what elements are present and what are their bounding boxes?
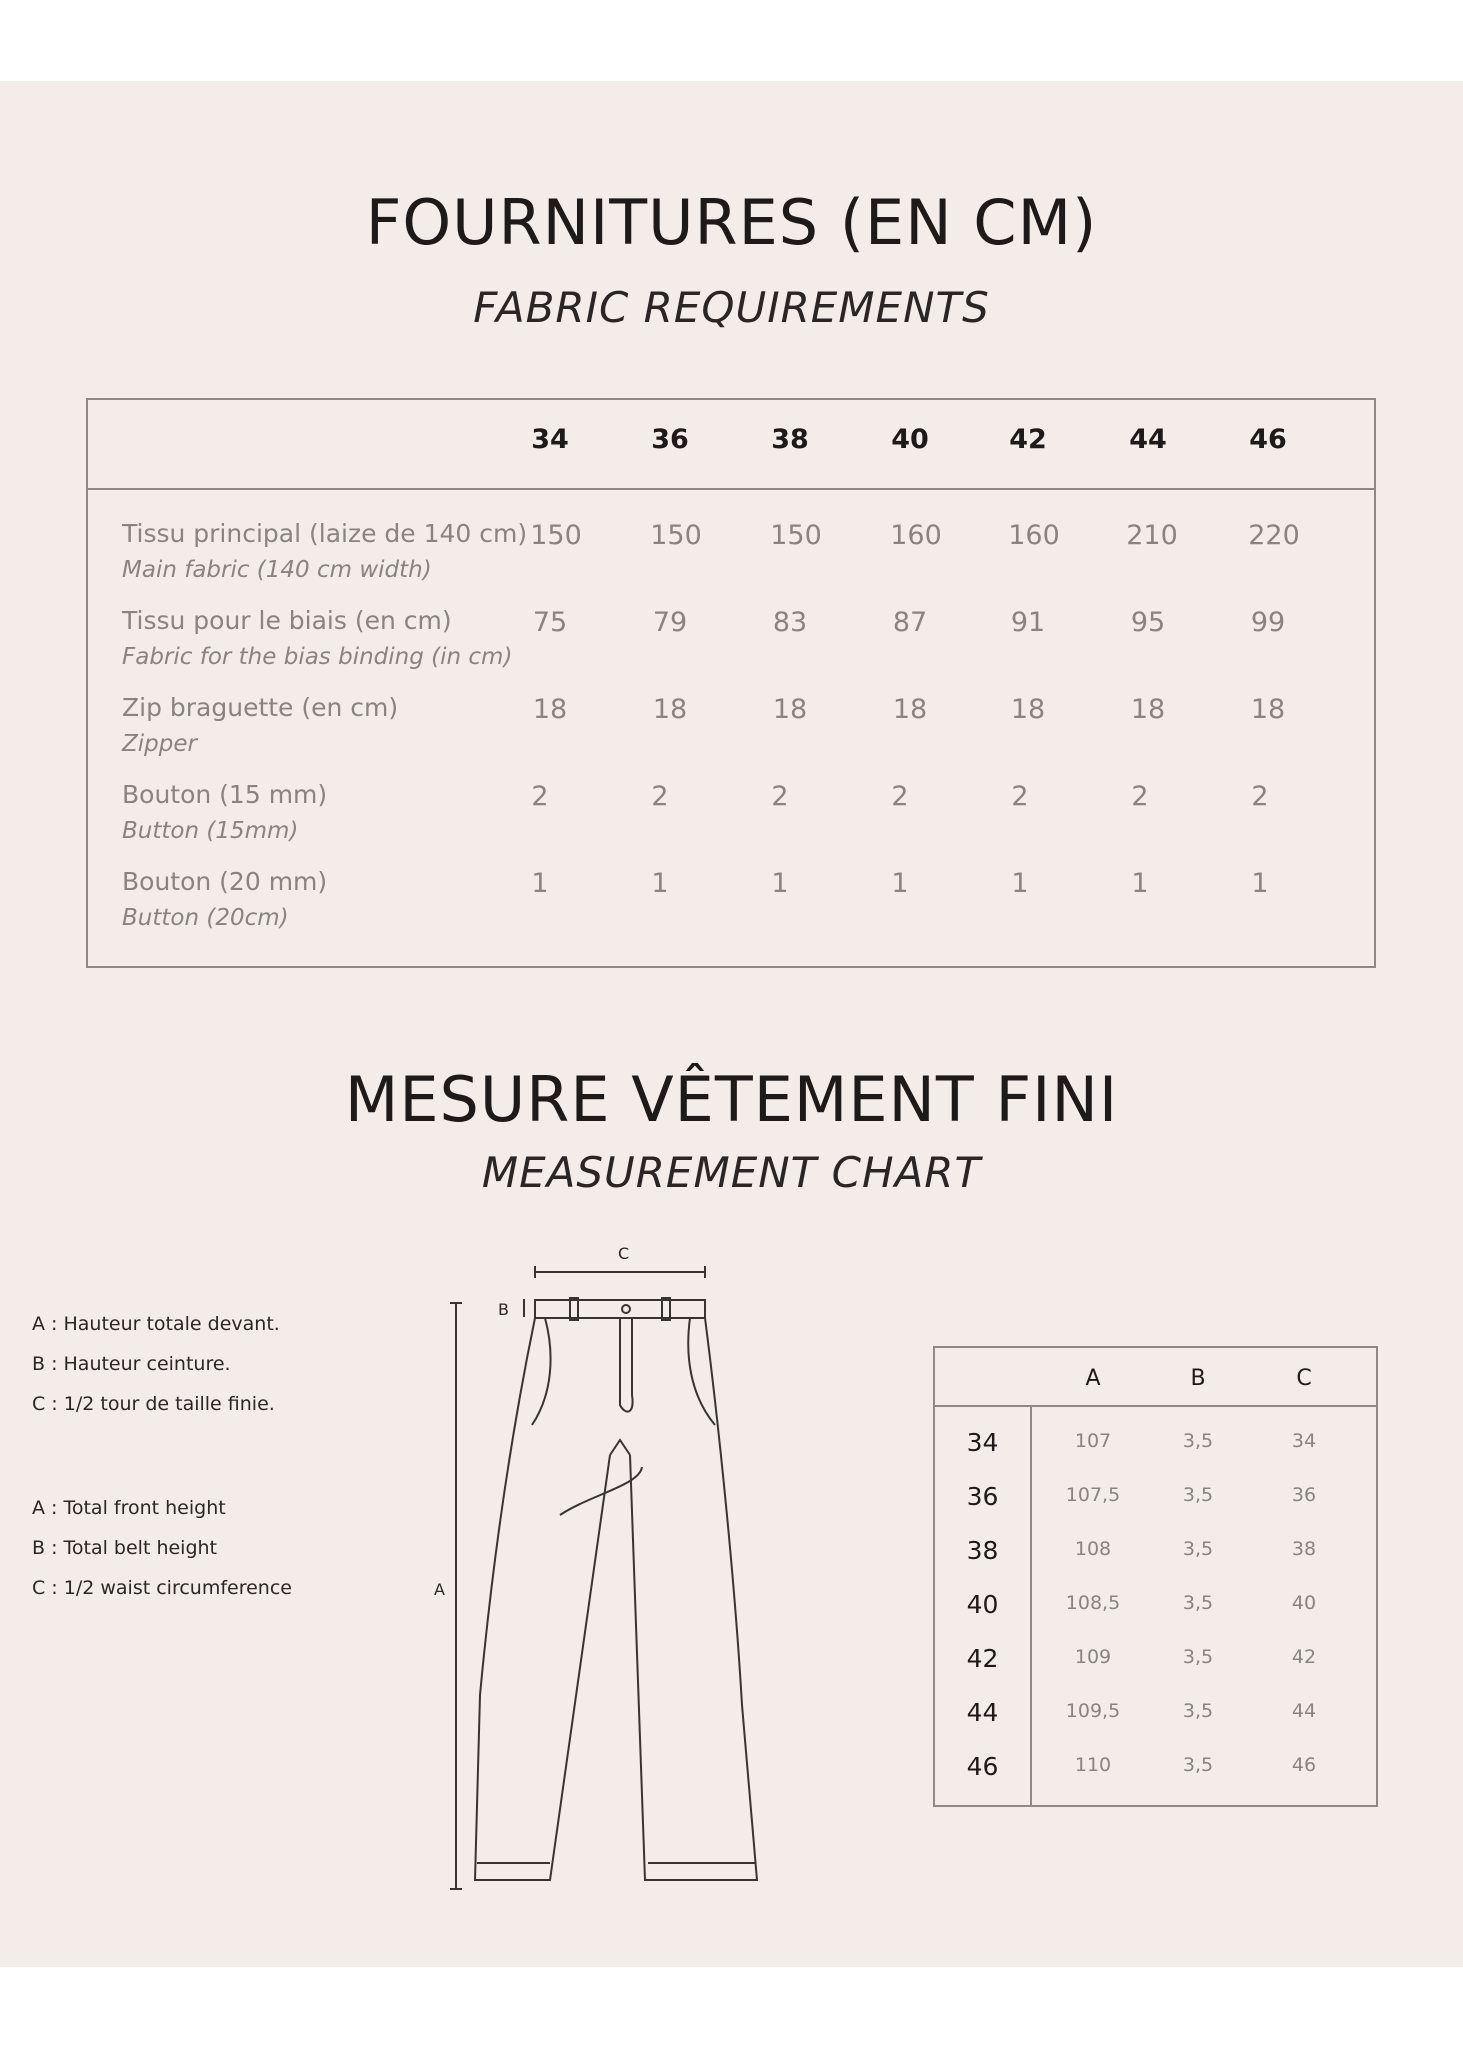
table-cell: 18 (652, 694, 688, 725)
table-cell: 3,5 (1182, 1754, 1214, 1776)
column-header: A (1085, 1366, 1101, 1391)
row-label-button-20 (122, 864, 327, 936)
fabric-requirements-table (86, 398, 1376, 968)
legend-item: C : 1/2 tour de taille finie. (32, 1393, 275, 1415)
legend-item: C : 1/2 waist circumference (32, 1577, 292, 1599)
label-fr: Tissu principal (laize de 140 cm) (122, 519, 528, 548)
legend-item: A : Total front height (32, 1497, 226, 1519)
table-cell: 87 (892, 607, 928, 638)
table-cell: 109,5 (1065, 1700, 1121, 1722)
table-cell: 150 (650, 520, 702, 551)
size-label: 36 (966, 1482, 999, 1511)
label-fr: Tissu pour le biais (en cm) (122, 606, 452, 635)
legend-item: B : Total belt height (32, 1537, 218, 1559)
table-cell: 99 (1250, 607, 1286, 638)
size-header: 44 (1129, 424, 1167, 455)
table-cell: 46 (1291, 1754, 1317, 1776)
legend-item: A : Hauteur totale devant. (32, 1313, 280, 1335)
table-cell: 95 (1130, 607, 1166, 638)
table-cell: 3,5 (1182, 1430, 1214, 1452)
table-cell: 18 (1250, 694, 1286, 725)
table-cell: 210 (1126, 520, 1178, 551)
table-cell: 18 (772, 694, 808, 725)
table-cell: 108 (1074, 1538, 1112, 1560)
table-cell: 107,5 (1065, 1484, 1121, 1506)
table-cell: 44 (1291, 1700, 1317, 1722)
column-header: B (1190, 1366, 1206, 1391)
table-cell: 1 (1011, 868, 1029, 899)
table-cell: 1 (1251, 868, 1269, 899)
table-cell: 1 (771, 868, 789, 899)
fabric-title: FOURNITURES (EN CM) (365, 186, 1098, 259)
table-cell: 18 (532, 694, 568, 725)
size-label: 46 (966, 1752, 999, 1781)
legend-english (32, 1497, 292, 1617)
table-cell: 2 (1251, 781, 1269, 812)
table-cell: 3,5 (1182, 1646, 1214, 1668)
size-header: 38 (771, 424, 809, 455)
legend-french (32, 1313, 280, 1433)
size-label: 38 (966, 1536, 999, 1565)
legend-item: B : Hauteur ceinture. (32, 1353, 231, 1375)
table-cell: 83 (772, 607, 808, 638)
table-cell: 160 (1008, 520, 1060, 551)
row-label-bias-binding (122, 603, 512, 675)
table-cell: 38 (1291, 1538, 1317, 1560)
label-en: Fabric for the bias binding (in cm) (122, 644, 513, 670)
size-label: 34 (966, 1428, 999, 1457)
table-cell: 34 (1291, 1430, 1317, 1452)
table-cell: 40 (1291, 1592, 1317, 1614)
size-header: 46 (1249, 424, 1287, 455)
row-label-main-fabric (122, 516, 527, 588)
table-cell: 150 (770, 520, 822, 551)
table-cell: 1 (1131, 868, 1149, 899)
size-header: 40 (891, 424, 929, 455)
table-cell: 2 (1011, 781, 1029, 812)
dimension-a-label: A (434, 1580, 445, 1599)
table-cell: 3,5 (1182, 1538, 1214, 1560)
label-en: Button (20cm) (122, 905, 289, 931)
row-label-zipper (122, 690, 398, 762)
table-cell: 1 (531, 868, 549, 899)
size-header: 36 (651, 424, 689, 455)
label-fr: Zip braguette (en cm) (122, 693, 399, 722)
table-cell: 75 (532, 607, 568, 638)
label-en: Button (15mm) (122, 818, 299, 844)
table-cell: 79 (652, 607, 688, 638)
table-cell: 3,5 (1182, 1592, 1214, 1614)
table-cell: 36 (1291, 1484, 1317, 1506)
dimension-b-label: B (498, 1300, 509, 1319)
trousers-diagram (420, 1235, 780, 1895)
table-cell: 91 (1010, 607, 1046, 638)
dimension-c-label: C (618, 1244, 630, 1263)
size-column-divider (1030, 1405, 1032, 1805)
table-cell: 150 (530, 520, 582, 551)
table-cell: 110 (1074, 1754, 1112, 1776)
table-cell: 18 (892, 694, 928, 725)
size-header: 34 (531, 424, 569, 455)
table-cell: 2 (651, 781, 669, 812)
label-fr: Bouton (15 mm) (122, 780, 328, 809)
table-cell: 220 (1248, 520, 1300, 551)
table-cell: 1 (651, 868, 669, 899)
right-leg (630, 1318, 757, 1880)
waistband (535, 1300, 705, 1318)
table-cell: 107 (1074, 1430, 1112, 1452)
table-cell: 3,5 (1182, 1484, 1214, 1506)
table-cell: 160 (890, 520, 942, 551)
row-label-button-15 (122, 777, 327, 849)
size-label: 42 (966, 1644, 999, 1673)
table-cell: 42 (1291, 1646, 1317, 1668)
measurement-title: MESURE VÊTEMENT FINI (344, 1063, 1119, 1136)
header-divider (88, 488, 1374, 490)
fabric-subtitle: FABRIC REQUIREMENTS (473, 283, 990, 332)
table-cell: 18 (1130, 694, 1166, 725)
column-header: C (1296, 1366, 1312, 1391)
label-en: Main fabric (140 cm width) (122, 557, 432, 583)
table-cell: 18 (1010, 694, 1046, 725)
table-cell: 2 (1131, 781, 1149, 812)
size-label: 40 (966, 1590, 999, 1619)
label-en: Zipper (122, 731, 197, 757)
size-header: 42 (1009, 424, 1047, 455)
table-cell: 3,5 (1182, 1700, 1214, 1722)
size-label: 44 (966, 1698, 999, 1727)
table-cell: 2 (531, 781, 549, 812)
table-cell: 2 (771, 781, 789, 812)
table-cell: 1 (891, 868, 909, 899)
label-fr: Bouton (20 mm) (122, 867, 328, 896)
measurement-subtitle: MEASUREMENT CHART (481, 1148, 982, 1197)
table-cell: 2 (891, 781, 909, 812)
header-divider (935, 1405, 1376, 1407)
table-cell: 109 (1074, 1646, 1112, 1668)
measurement-table (933, 1346, 1378, 1807)
table-cell: 108,5 (1065, 1592, 1121, 1614)
